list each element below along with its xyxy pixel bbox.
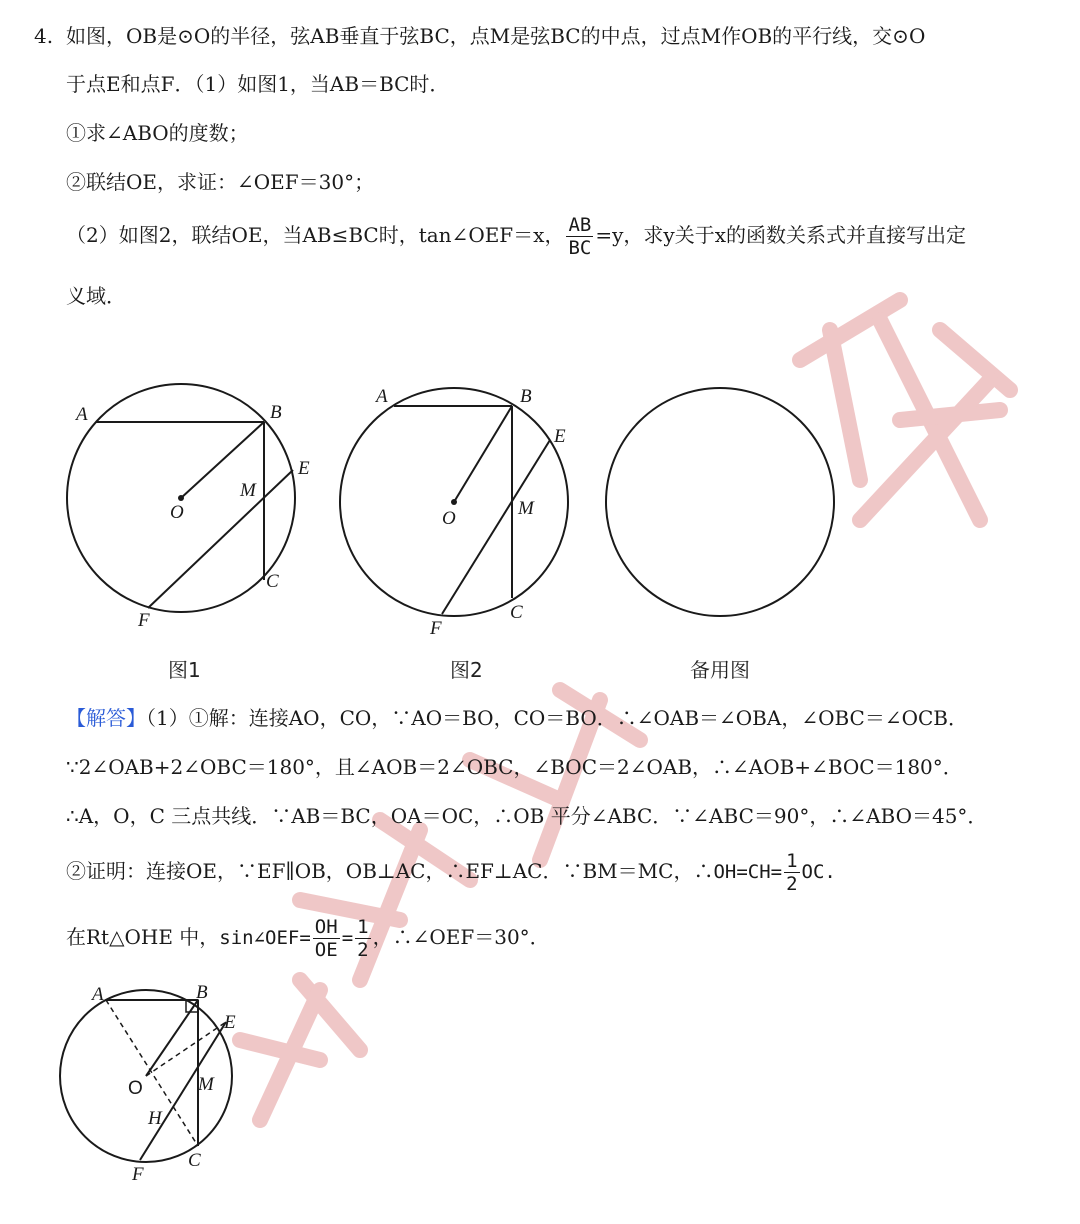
sol-label-o: O	[128, 1078, 143, 1099]
fig2-label-e: E	[554, 426, 566, 447]
problem-line-3: ①求∠ABO的度数；	[66, 121, 249, 145]
sol-label-c: C	[188, 1150, 201, 1171]
fraction-denominator: 2	[357, 939, 369, 961]
solution-figure	[58, 980, 258, 1190]
sol-label-e: E	[224, 1012, 236, 1033]
problem-line-4: ②联结OE，求证：∠OEF＝30°；	[66, 170, 375, 194]
figure-2	[330, 378, 590, 648]
fig1-label-m: M	[240, 480, 256, 501]
fraction-oh-oe	[313, 916, 340, 961]
fig2-label-a: A	[376, 386, 388, 407]
fraction-numerator: AB	[568, 214, 592, 236]
fraction-denominator: OE	[314, 939, 338, 961]
answer-line-4a: ②证明：连接OE，∵EF∥OB，OB⊥AC，∴EF⊥AC．∵BM＝MC，∴	[66, 859, 714, 883]
fig1-label-o: O	[170, 502, 184, 523]
answer-line-5	[66, 916, 550, 961]
sol-label-b: B	[196, 982, 208, 1003]
answer-line-5b: sin∠OEF=	[219, 927, 311, 949]
fraction-denominator: BC	[568, 237, 592, 259]
answer-line-1-text: （1）①解：连接AO，CO，∵AO＝BO，CO＝BO．∴∠OAB＝∠OBA，∠OBC＝∠OCB．	[146, 706, 969, 730]
fraction-numerator: 1	[357, 916, 369, 938]
fraction-one-half-2	[355, 916, 370, 961]
fraction-ab-bc	[566, 214, 593, 259]
fig2-label-f: F	[430, 618, 442, 639]
answer-line-3: ∴A，O，C 三点共线．∵AB＝BC，OA＝OC，∴OB 平分∠ABC．∵∠ABC＝90°，∴∠ABO＝45°．	[66, 804, 988, 828]
answer-line-5-eq: =	[341, 927, 354, 949]
answer-line-5c: ，∴∠OEF＝30°．	[372, 925, 550, 949]
problem-line-5a: （2）如图2，联结OE，当AB≤BC时，tan∠OEF＝x，	[66, 223, 565, 247]
fig1-label-c: C	[266, 571, 279, 592]
fig1-label-b: B	[270, 402, 282, 423]
problem-line-5b: =y，求y关于x的函数关系式并直接写出定	[595, 223, 966, 247]
sol-label-a: A	[92, 984, 104, 1005]
fraction-numerator: 1	[786, 850, 798, 872]
fig2-label-o: O	[442, 508, 456, 529]
answer-line-5a: 在Rt△OHE 中，	[66, 925, 220, 949]
fig1-label-f: F	[138, 610, 150, 631]
answer-line-4b: OH=CH=	[713, 861, 783, 883]
answer-tag: 【解答】	[66, 706, 146, 730]
figure-2-caption: 图2	[450, 658, 483, 682]
problem-line-2: 于点E和点F．（1）如图1，当AB＝BC时．	[66, 72, 450, 96]
figure-spare-caption: 备用图	[690, 658, 750, 682]
fig2-label-b: B	[520, 386, 532, 407]
sol-label-h: H	[148, 1108, 162, 1129]
figure-spare	[600, 382, 840, 622]
fraction-numerator: OH	[314, 916, 338, 938]
figure-1-caption: 图1	[168, 658, 201, 682]
sol-label-m: M	[198, 1074, 214, 1095]
fig2-label-c: C	[510, 602, 523, 623]
fraction-one-half	[784, 850, 799, 895]
fig1-label-a: A	[76, 404, 88, 425]
problem-line-1: 如图，OB是⊙O的半径，弦AB垂直于弦BC，点M是弦BC的中点，过点M作OB的平行线，交⊙O	[66, 24, 926, 48]
fig1-label-e: E	[298, 458, 310, 479]
answer-line-1	[66, 704, 968, 732]
sol-label-f: F	[132, 1164, 144, 1185]
answer-line-4c: OC.	[801, 861, 836, 883]
fig2-label-m: M	[518, 498, 534, 519]
problem-line-6: 义域．	[66, 284, 126, 308]
problem-line-5	[66, 214, 966, 259]
answer-line-4	[66, 850, 836, 895]
problem-number: 4.	[34, 24, 54, 48]
fraction-denominator: 2	[786, 873, 798, 895]
figure-1	[56, 380, 336, 640]
answer-line-2: ∵2∠OAB+2∠OBC＝180°，且∠AOB＝2∠OBC，∠BOC＝2∠OAB，∴∠AOB+∠BOC＝180°．	[66, 755, 963, 779]
